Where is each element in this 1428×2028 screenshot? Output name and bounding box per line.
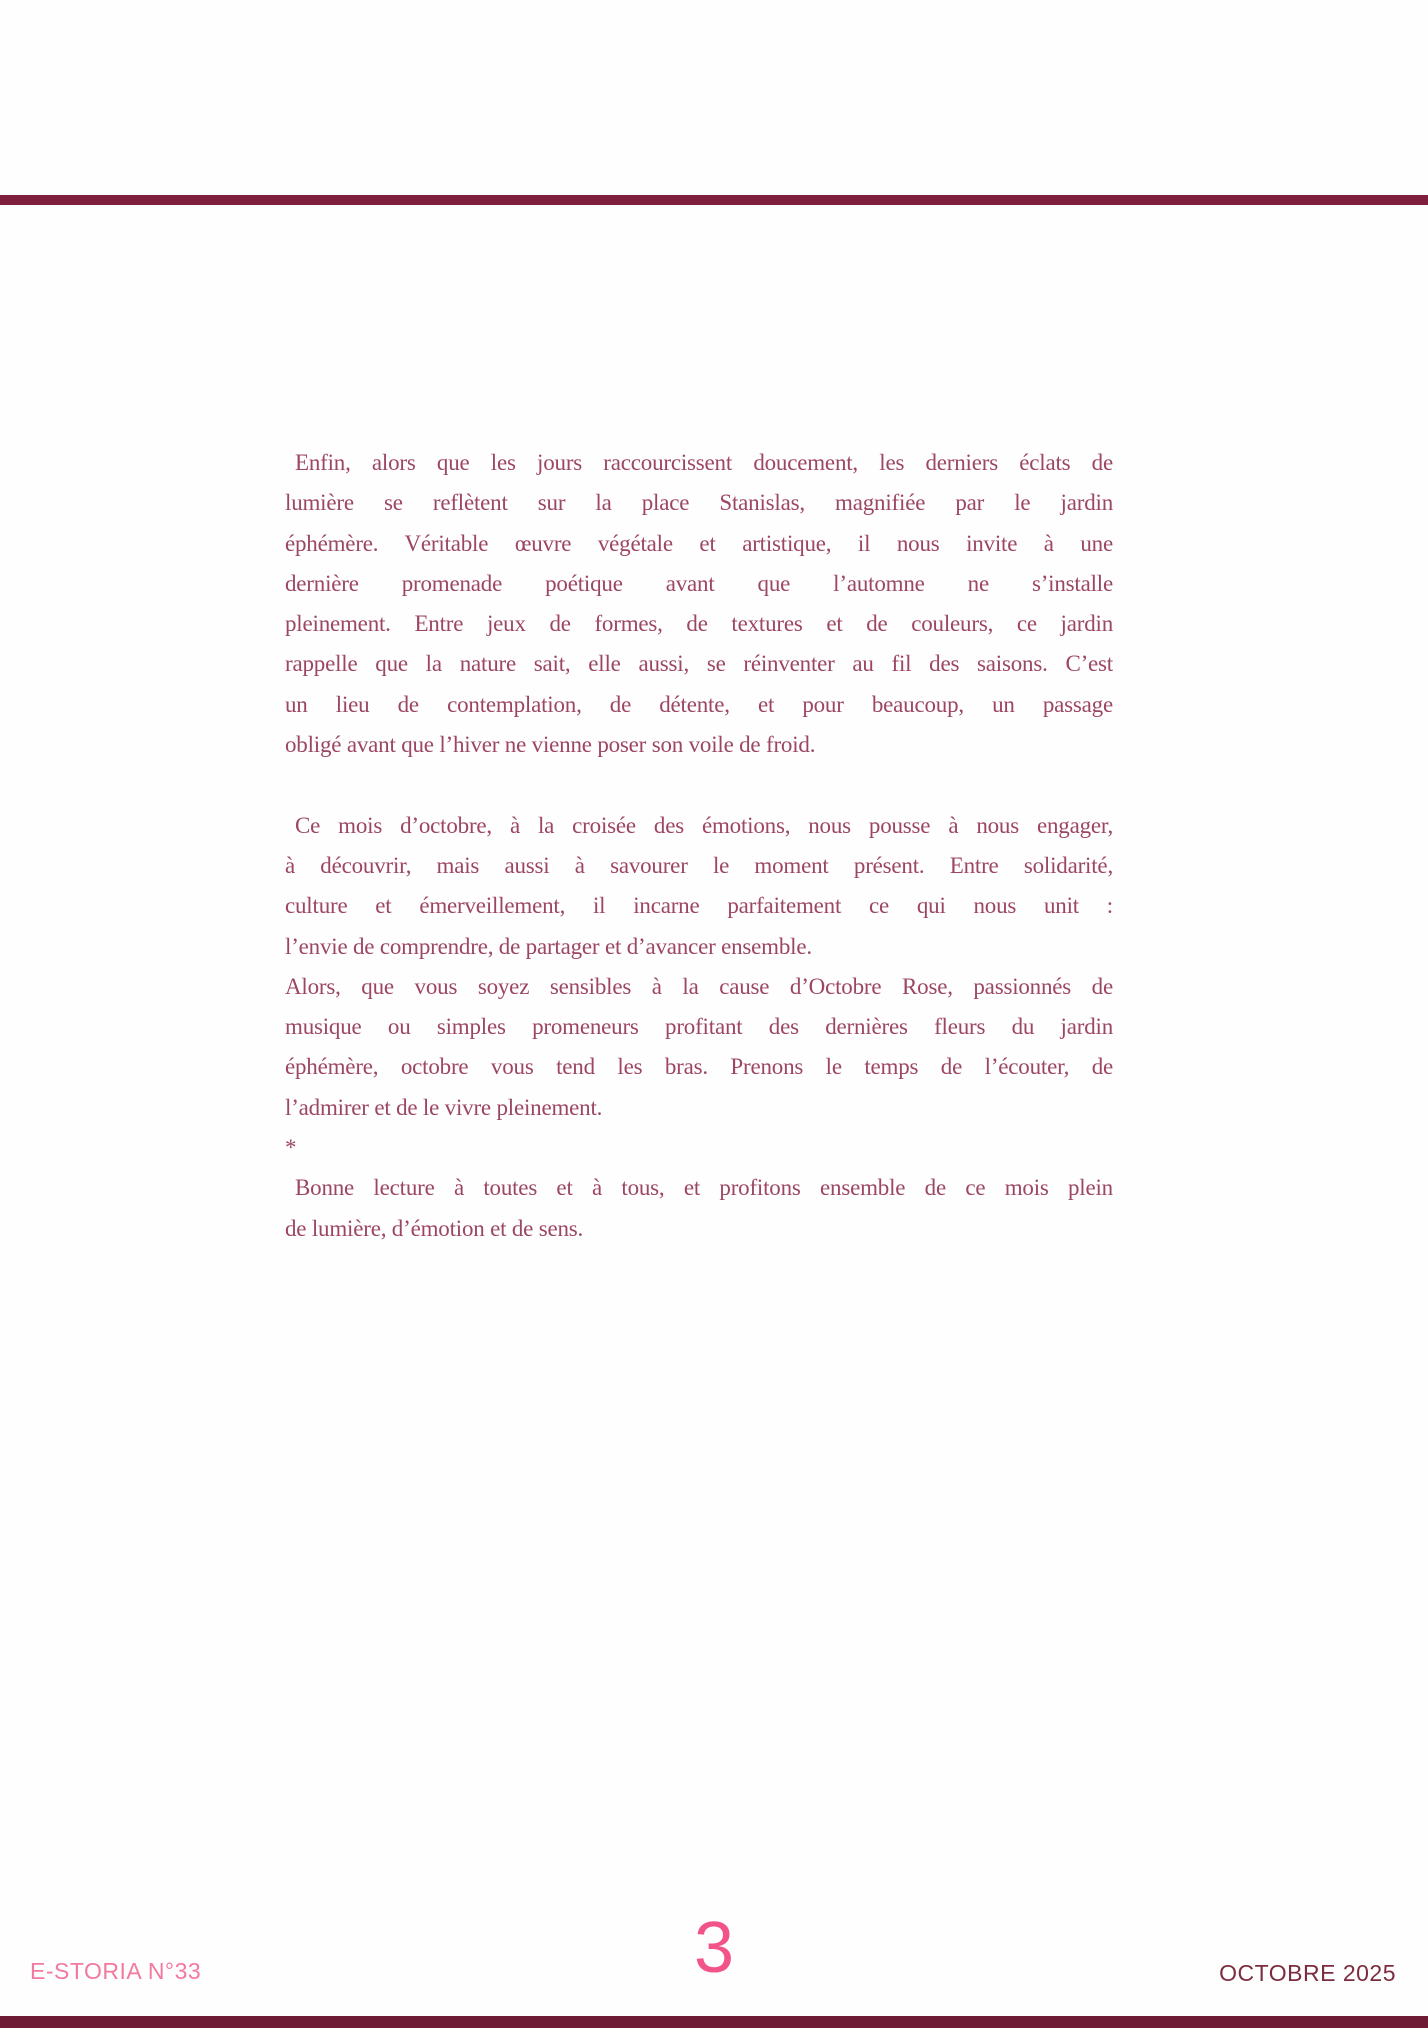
- text-line: obligé avant que l’hiver ne vienne poser son voile de froid.: [285, 732, 816, 758]
- text-line: de lumière, d’émotion et de sens.: [285, 1215, 584, 1241]
- paragraph: [285, 443, 1113, 765]
- footer-date-label: OCTOBRE 2025: [1219, 1960, 1396, 1986]
- text-line: l’envie de comprendre, de partager et d’avancer ensemble.: [285, 933, 812, 959]
- text-line: éphémère, octobre vous tend les bras. Prenons le temps de l’écouter, de: [285, 1054, 1113, 1080]
- text-line: Bonne lecture à toutes et à tous, et profitons ensemble de ce mois plein: [295, 1175, 1113, 1201]
- bottom-bar: [0, 2016, 1428, 2028]
- text-line: Enfin, alors que les jours raccourcissent doucement, les derniers éclats de: [295, 450, 1113, 475]
- text-line: à découvrir, mais aussi à savourer le moment présent. Entre solidarité,: [285, 852, 1113, 878]
- paragraph: [285, 1168, 1113, 1249]
- text-line: rappelle que la nature sait, elle aussi, se réinventer au fil des saisons. C’est: [285, 651, 1113, 677]
- text-line: dernière promenade poétique avant que l’automne ne s’installe: [285, 570, 1113, 596]
- text-line: éphémère. Véritable œuvre végétale et artistique, il nous invite à une: [285, 530, 1113, 556]
- text-line: lumière se reflètent sur la place Stanislas, magnifiée par le jardin: [285, 490, 1113, 516]
- text-line: Alors, que vous soyez sensibles à la cause d’Octobre Rose, passionnés de: [285, 973, 1113, 999]
- text-line: Ce mois d’octobre, à la croisée des émotions, nous pousse à nous engager,: [295, 812, 1113, 838]
- text-line: l’admirer et de le vivre pleinement.: [285, 1094, 603, 1120]
- article-text: [285, 443, 1113, 1249]
- text-line: pleinement. Entre jeux de formes, de textures et de couleurs, ce jardin: [285, 611, 1113, 637]
- text-line: culture et émerveillement, il incarne parfaitement ce qui nous unit :: [285, 893, 1113, 919]
- paragraph: [285, 806, 1113, 967]
- paragraph: [285, 967, 1113, 1168]
- footer-issue-label: E-STORIA N°33: [30, 1958, 202, 1984]
- text-line: musique ou simples promeneurs profitant des dernières fleurs du jardin: [285, 1014, 1113, 1040]
- text-line: *: [285, 1135, 297, 1161]
- page-number: 3: [693, 1908, 735, 1988]
- text-line: un lieu de contemplation, de détente, et pour beaucoup, un passage: [285, 691, 1113, 717]
- top-rule: [0, 195, 1428, 205]
